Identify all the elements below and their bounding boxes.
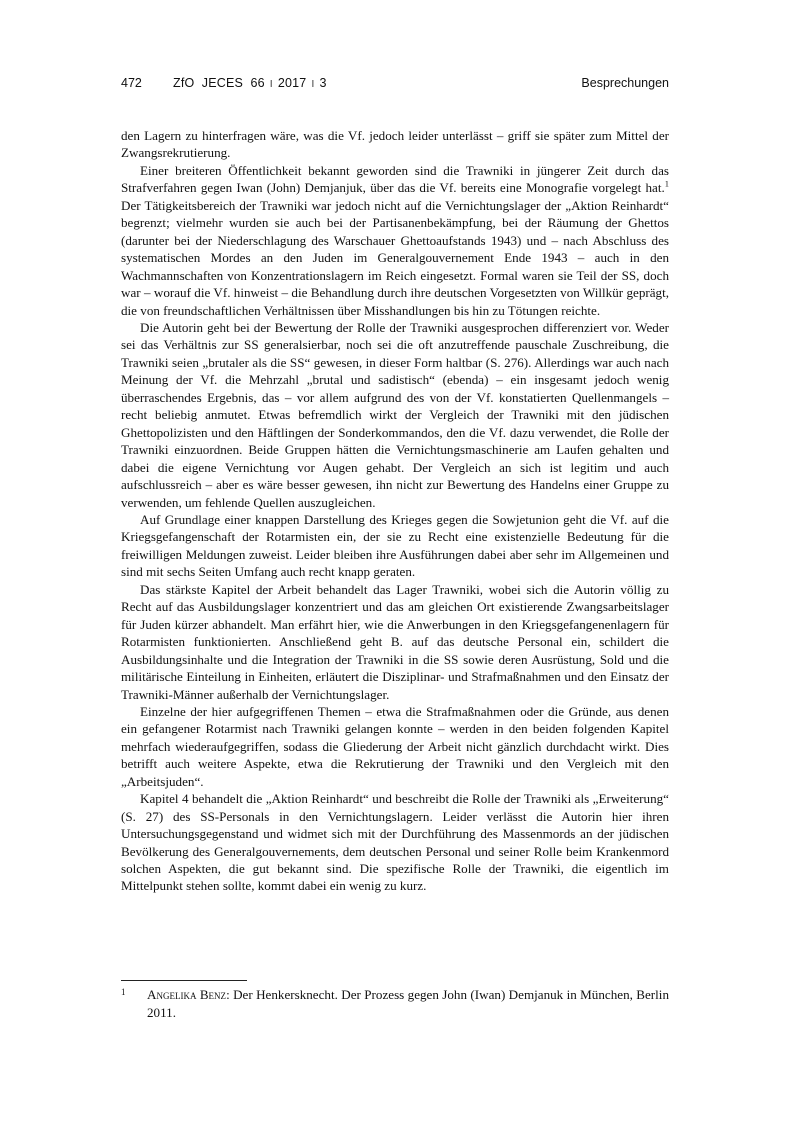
footnote-reference[interactable]: 1 [664,179,669,189]
section-title: Besprechungen [581,76,669,90]
paragraph: Kapitel 4 behandelt die „Aktion Reinhardt“ und beschreibt die Rolle der Trawniki als „Erweiterung“ (S. 27) des SS-Personals in den Vernichtungslagern. Leider verlässt die Autorin hier ihren Untersuchungsgegenstand und widmet sich mit der Durchführung des Massenmords an der jüdischen Bevölkerung des Generalgouvernements, dem deutschen Personal und seiner Rolle beim Krankenmord solchen Aspekten, die gut bekannt sind. Die spezifische Rolle der Trawniki, die eigentlich im Mittelpunkt stehen sollte, kommt dabei ein wenig zu kurz. [121,791,669,894]
citation-separator: ı [311,76,315,90]
paragraph: Auf Grundlage einer knappen Darstellung des Krieges gegen die Sowjetunion geht die Vf. auf die Kriegsgefangenschaft der Rotarmisten ein, der sie zu Recht eine existenzielle Bedeutung für die freiwilligen Meldungen zuweist. Leider bleiben ihre Ausführungen dabei aber sehr im Allgemeinen und sind mit sechs Seiten Umfang auch recht knapp geraten. [121,511,669,580]
journal-issue: 3 [319,76,327,90]
footnote-text [147,986,669,1022]
journal-abbrev-zfo: ZfO [173,76,195,90]
paragraph-text: Einer breiteren Öffentlichkeit bekannt geworden sind die Trawniki in jüngerer Zeit durch das Strafverfahren gegen Iwan (John) Demjanjuk, über das die Vf. bereits eine Monografie vorgelegt hat. [121,162,669,196]
running-head [121,76,669,94]
paragraph-text: Der Tätigkeitsbereich der Trawniki war jedoch nicht auf die Vernichtungslager der „Aktion Reinhardt“ begrenzt; vielmehr wurden sie auch bei der Partisanenbekämpfung, bei der Räumung der Ghettos (darunter bei der Niederschlagung des Warschauer Ghettoaufstands 1943) und – nach Abschluss des systematischen Mordes an den Juden im Generalgouvernement Ende 1943 – auch in den Wachmannschaften von Konzentrationslagern im Reich eingesetzt. Formal waren sie Teil der SS, doch war – worauf die Vf. hinweist – die Behandlung durch ihre deutschen Vorgesetzten von Willkür geprägt, die von freundschaftlichen Verhältnissen über Misshandlungen bis hin zu Tötungen reichte. [121,197,669,318]
citation-separator: ı [269,76,274,90]
journal-citation [173,76,327,90]
review-body [121,127,669,895]
paragraph: Die Autorin geht bei der Bewertung der Rolle der Trawniki ausgesprochen differenziert vor. Weder sei das Verhältnis zur SS generalsierbar, noch sei die oft anzutreffende pauschale Zuschreibung, die Trawniki seien „brutaler als die SS“ gewesen, in dieser Form haltbar (S. 276). Allerdings war auch nach Meinung der Vf. die Mehrzahl „brutal und sadistisch“ (ebenda) – ein insgesamt jedoch wenig überraschendes Ergebnis, das – vor allem aufgrund des von der Vf. konstatierten Quellenmangels – recht beliebig anmutet. Etwas befremdlich wirkt der Vergleich der Trawniki mit den jüdischen Ghettopolizisten und den Häftlingen der Sonderkommandos, den die Vf. dazu verwendet, die Rolle der Trawniki einzuordnen. Beide Gruppen hätten die Vernichtungsmaschinerie am Laufen gehalten und dabei die eigene Vernichtung vor Augen gehabt. Der Vergleich an sich ist legitim und auch aufschlussreich – aber es wäre besser gewesen, ihn nicht zur Bewertung des Handelns einer Gruppe zu verwenden, um fehlende Quellen auszugleichen. [121,319,669,510]
journal-volume: 66 [250,76,265,90]
footnote-citation: : Der Henkersknecht. Der Prozess gegen John (Iwan) Demjanuk in München, Berlin 2011. [147,987,669,1020]
footnote-number: 1 [121,987,126,997]
paragraph [121,162,669,319]
journal-abbrev-jeces: JECES [201,76,244,90]
journal-year: 2017 [277,76,307,90]
footnote-divider [121,980,247,981]
footnote [121,986,669,1022]
paragraph: Einzelne der hier aufgegriffenen Themen – etwa die Strafmaßnahmen oder die Gründe, aus denen ein gefangener Rotarmist nach Trawniki gelangen konnte – werden in den beiden folgenden Kapitel mehrfach wiederaufgegriffen, sodass die Gliederung der Arbeit nicht gänzlich durchdacht wirkt. Dies betrifft auch weitere Aspekte, etwa die Rekrutierung der Trawniki und den Vergleich mit den „Arbeitsjuden“. [121,703,669,789]
paragraph: Das stärkste Kapitel der Arbeit behandelt das Lager Trawniki, wobei sich die Autorin völlig zu Recht auf das Ausbildungslager konzentriert und das am gleichen Ort existierende Zwangsarbeitslager für Juden kürzer abhandelt. Man erfährt hier, wie die Anwerbungen in den Kriegsgefangenenlagern für Rotarmisten funktionierten. Anschließend geht B. auf das deutsche Personal ein, schildert die Ausbildungsinhalte und die Integration der Trawniki in die SS sowie deren Ausrüstung, Sold und die militärische Einteilung in Einheiten, erläutert die Disziplinar- und Strafmaßnahmen und den Einsatz der Trawniki-Männer außerhalb der Vernichtungslager. [121,581,669,702]
paragraph: den Lagern zu hinterfragen wäre, was die Vf. jedoch leider unterlässt – griff sie später zum Mittel der Zwangsrekrutierung. [121,128,669,161]
footnote-author: Angelika Benz [147,987,227,1002]
page-number: 472 [121,76,142,90]
